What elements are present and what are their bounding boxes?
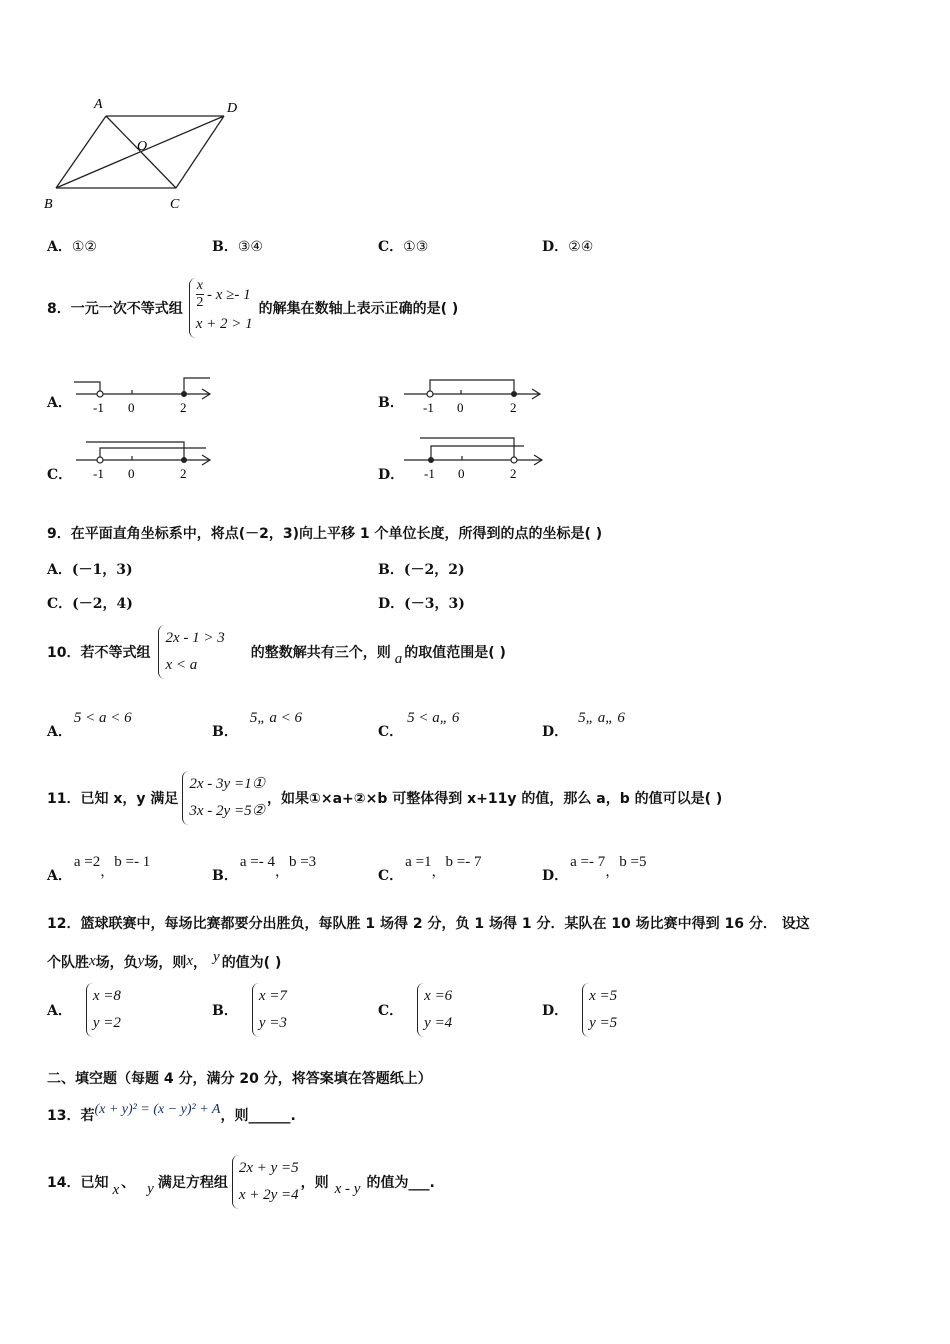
q10-option-c[interactable]: C．5 < a„ 6 xyxy=(378,710,460,740)
open-point xyxy=(427,391,433,397)
q11-stem: 11． 已知 x，y 满足 2x - 3y =1① 3x - 2y =5② ，如果①×a+②×b 可整体得到 x+11y 的值，那么 a，b 的值可以是( ) xyxy=(47,768,722,828)
q10-option-d[interactable]: D．5„ a„ 6 xyxy=(542,710,625,740)
tick-label: -1 xyxy=(93,400,104,415)
q11-option-d[interactable]: D．a =- 7，b =5 xyxy=(542,854,647,884)
tick-label: 2 xyxy=(180,466,187,481)
open-point xyxy=(97,457,103,463)
closed-point xyxy=(428,457,434,463)
q14-stem: 14． 已知 x 、 y 满足方程组 2x + y =5 x + 2y =4 ，则 x - y 的值为___. xyxy=(47,1150,435,1214)
q11-option-b[interactable]: B．a =- 4，b =3 xyxy=(212,854,317,884)
q8-option-a-number-line xyxy=(70,372,220,420)
q13-formula: (x + y)² = (x − y)² + A xyxy=(94,1102,221,1117)
q8-option-c-number-line xyxy=(70,438,220,486)
range-bar xyxy=(430,380,514,394)
q9-option-c[interactable]: C．(－2，4) xyxy=(47,596,133,612)
q8-stem: 8． 一元一次不等式组 x 2 - x ≥- 1 x + 2 > 1 的解集在数轴上表示正确的是( ) xyxy=(47,272,458,344)
range-left xyxy=(74,382,100,394)
label-b: B xyxy=(44,197,53,212)
tick-label: 0 xyxy=(128,466,135,481)
q9-option-d[interactable]: D．(－3，3) xyxy=(378,596,465,612)
range-upper xyxy=(420,438,514,460)
q12-stem-line2: 个队胜x场，负y场，则x， y 的值为( ) xyxy=(47,949,282,971)
q8-option-c-letter[interactable]: C． xyxy=(47,467,73,483)
q9-stem: 9．在平面直角坐标系中，将点(－2，3)向上平移 1 个单位长度，所得到的点的坐标是( ) xyxy=(47,526,603,542)
q8-option-d-letter[interactable]: D． xyxy=(378,467,405,483)
q10-stem: 10． 若不等式组 2x - 1 > 3 x < a 的整数解共有三个，则 a 的取值范围是( ) xyxy=(47,622,506,682)
q12-option-a[interactable]: A． x =8 y =2 xyxy=(47,983,121,1037)
open-point xyxy=(97,391,103,397)
open-point xyxy=(511,457,517,463)
q9-option-b[interactable]: B．(－2，2) xyxy=(378,562,465,578)
closed-point xyxy=(181,457,187,463)
q12-stem-line1: 12．篮球联赛中，每场比赛都要分出胜负，每队胜 1 场得 2 分，负 1 场得 1 分．某队在 10 场比赛中得到 16 分． 设这 xyxy=(47,916,810,932)
q8-option-a-letter[interactable]: A． xyxy=(47,395,72,411)
q7-option-b[interactable]: B．③④ xyxy=(212,239,263,255)
q7-option-c[interactable]: C．①③ xyxy=(378,239,429,255)
tick-label: 0 xyxy=(458,466,465,481)
tick-label: 2 xyxy=(510,400,517,415)
closed-point xyxy=(511,391,517,397)
q12-option-b[interactable]: B． x =7 y =3 xyxy=(212,983,287,1037)
q10-option-b[interactable]: B．5„ a < 6 xyxy=(212,710,303,740)
tick-label: -1 xyxy=(93,466,104,481)
tick-label: -1 xyxy=(424,466,435,481)
q13-stem: 13． 若 (x + y)² = (x − y)² + A ，则______. xyxy=(47,1102,296,1124)
q11-option-c[interactable]: C．a =1，b =- 7 xyxy=(378,854,482,884)
tick-label: 2 xyxy=(510,466,517,481)
tick-label: -1 xyxy=(423,400,434,415)
q10-option-a[interactable]: A．5 < a < 6 xyxy=(47,710,132,740)
q9-option-a[interactable]: A．(－1，3) xyxy=(47,562,133,578)
q10-system: 2x - 1 > 3 x < a xyxy=(158,625,224,679)
closed-point xyxy=(181,391,187,397)
q8-system: x 2 - x ≥- 1 x + 2 > 1 xyxy=(189,278,253,338)
q7-option-d[interactable]: D．②④ xyxy=(542,239,594,255)
q7-option-a[interactable]: A．①② xyxy=(47,239,97,255)
section2-title: 二、填空题（每题 4 分，满分 20 分，将答案填在答题纸上） xyxy=(47,1071,432,1087)
q8-option-d-number-line xyxy=(400,430,550,486)
tick-label: 0 xyxy=(457,400,464,415)
q14-system: 2x + y =5 x + 2y =4 xyxy=(232,1155,299,1209)
label-d: D xyxy=(227,101,238,116)
range-lower xyxy=(100,448,206,460)
parallelogram-figure xyxy=(40,92,250,217)
q12-option-c[interactable]: C． x =6 y =4 xyxy=(378,983,452,1037)
q11-option-a[interactable]: A．a =2，b =- 1 xyxy=(47,854,151,884)
tick-label: 0 xyxy=(128,400,135,415)
tick-label: 2 xyxy=(180,400,187,415)
label-c: C xyxy=(170,197,180,212)
q8-option-b-letter[interactable]: B． xyxy=(378,395,404,411)
range-lower xyxy=(431,446,524,460)
q12-option-d[interactable]: D． x =5 y =5 xyxy=(542,983,617,1037)
q11-system: 2x - 3y =1① 3x - 2y =5② xyxy=(182,771,265,825)
label-o: O xyxy=(137,139,148,154)
q8-option-b-number-line xyxy=(400,372,550,420)
label-a: A xyxy=(94,97,103,112)
